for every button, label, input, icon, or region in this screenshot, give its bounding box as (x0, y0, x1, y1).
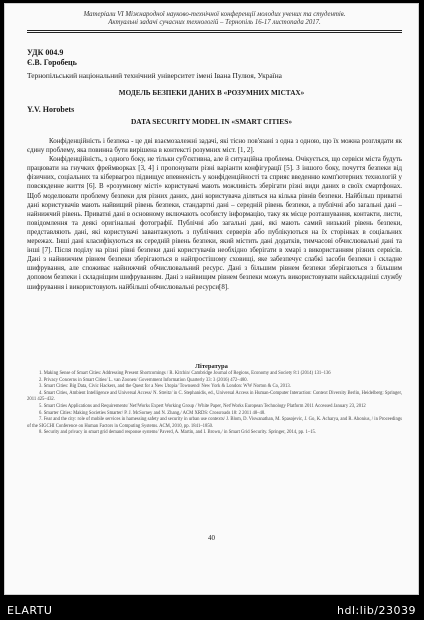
reference-item: 3. Smart Cities: Big Data, Civic Hackers, and the Quest for a New Utopia/ Townsend/ New York & London: WW Norton & Co, 2013. (39, 384, 291, 390)
reference-item: 7. Fear and the city: role of mobile services in harnessing safety and security in urban use contexts/ J. Blom, D. Viswanathan, M. Spasojevic, J. Go, K. Acharya, and R. Ahonius, / in Proceedings of the SIGCHI Conference on Human Factors in Computing Systems. ACM, 2010, pp. 1841–1850. (27, 417, 402, 429)
reference-item: 4. Smart Cities, Ambient Intelligence and Universal Access/ N. Streitz/ in C. Stephanidis, ed., Universal Access in Human-Computer Interaction: Context Diversity Berlin, Heidelberg: Springer, 2011 425–432. (27, 390, 402, 403)
reference-item: 5. Smart Cities Applications and Requirements/ Net!Works Expert Working Group / White Paper, Net!Works European Technology Platform 2011 Accessed January 23, 2012 (39, 403, 366, 409)
title-english: DATA SECURITY MODEL IN «SMART CITIES» (130, 117, 293, 126)
reference-item: 2. Privacy Concerns in Smart Cities/ L. van Zoonen/ Government Information Quarterly 33: 3 (2016) 472–480. (39, 377, 248, 383)
document-page (4, 3, 419, 595)
title-ukrainian: МОДЕЛЬ БЕЗПЕКИ ДАНИХ В «РОЗУМНИХ МІСТАХ» (118, 89, 305, 97)
literature-heading: Література (195, 363, 228, 370)
article-body (27, 137, 402, 292)
reference-item: 8. Security and privacy in smart grid demand response systems/ Paverd, A. Martin, and I. Brown,/ in Smart Grid Security. Springer, 2014, pp. 1–15. (39, 430, 317, 436)
handle-id: hdl:lib/23039 (336, 604, 416, 617)
repository-footer (0, 600, 424, 618)
page-number: 40 (208, 534, 215, 542)
author-affiliation: Тернопільський національний технічний університет імені Івана Пулюя, Україна (27, 71, 282, 80)
header-line-1: Матеріали VI Міжнародної науково-технічної конференції молодих учених та студентів. (83, 11, 346, 18)
udk-code: УДК 004.9 (27, 48, 64, 57)
author-name-english: Y.V. Horobets (27, 105, 75, 114)
paragraph: Конфіденційність, з одного боку, не тільки суб'єктивна, але й ситуаційна проблема. Очікується, що сервіси міста будуть працювати на гнучких фреймворках [3, 4] і пропонувати різні варіанти конфігурації [5]. З іншого боку, почуття безпеки від фізичних, соціальних та кібервагроз підвищує впевненість у конфіденційності та сприяє введенню комп'ютерних технологій у повсякденне життя [6]. В «розумному місті» користувачі мають можливість зберігати різні види даних в своїх смартфонах. Щоб моделювати проблему безпеки для різних даних, дані користувача діляться на кілька рівнів безпеки. Найбільш приватні дані користувачів мають найвищий рівень безпеки, стандартні дані – середній рівень безпеки, а публічні або загальні дані – найнижчий рівень. Приватні дані в основному включають особисту інформацію, таку як місце розташування, контакти, листи, повідомлення та деякі оригінальні фотографії. Публічні або загальні дані, які мають самий низький рівень безпеки, представляють дані, які користувачі завантажують з публічних серверів або публікуються на їх сторінках в соціальних мережах. Інші дані класифікуються як середній рівень безпеки, який містить дані додатків, тимчасові обчислювальні дані та інші [7]. Після поділу на різні рівні безпеки дані користувачів необхідно зберігати в хмарі з використанням різних сервісів. Дані з найнижчим рівнем безпеки зберігаються в найпростішому сховищі, яке забезпечує слабкі засоби безпеки і складне шифрування, але споживає найнижчий обчислювальний ресурс. Дані з більшим рівнем безпеки зберігаються з більшим доповом безпеки і складніщим шифруванням. Дані з найвищим рівнем безпеки можуть використовувати найскладніші службу шифрування і використовують найбільші обчислювальні ресурси[8]. (27, 156, 402, 291)
paragraph: Конфіденційність і безпека - це дві взаємозалежні задачі, які тісно пов'язані з одна з одною, що їх можна розглядати як єдину проблему, яка повинна бути вирішена в контексті розумних міст. [1, 2]. (27, 138, 402, 155)
repository-name: ELARTU (7, 604, 53, 617)
reference-item: 1. Making Sense of Smart Cities: Addressing Present Shortcomings / R. Kitchin/ Cambridge Journal of Regions, Economy and Society 8:1 (2014) 131–136 (39, 371, 331, 376)
author-name: Є.В. Горобець (27, 58, 77, 67)
reference-item: 6. Smarter Cities: Making Societies Smarter/ P. J. McSorney and N. Zhang,/ ACM XRDS: Crossroads 18: 2 2011 48–48. (39, 410, 266, 416)
header-divider (27, 32, 402, 33)
reference-list (27, 371, 402, 437)
conference-header (27, 11, 402, 31)
header-line-2: Актуальні задачі сучасних технологій – Тернопіль 16-17 листопада 2017. (108, 19, 321, 27)
